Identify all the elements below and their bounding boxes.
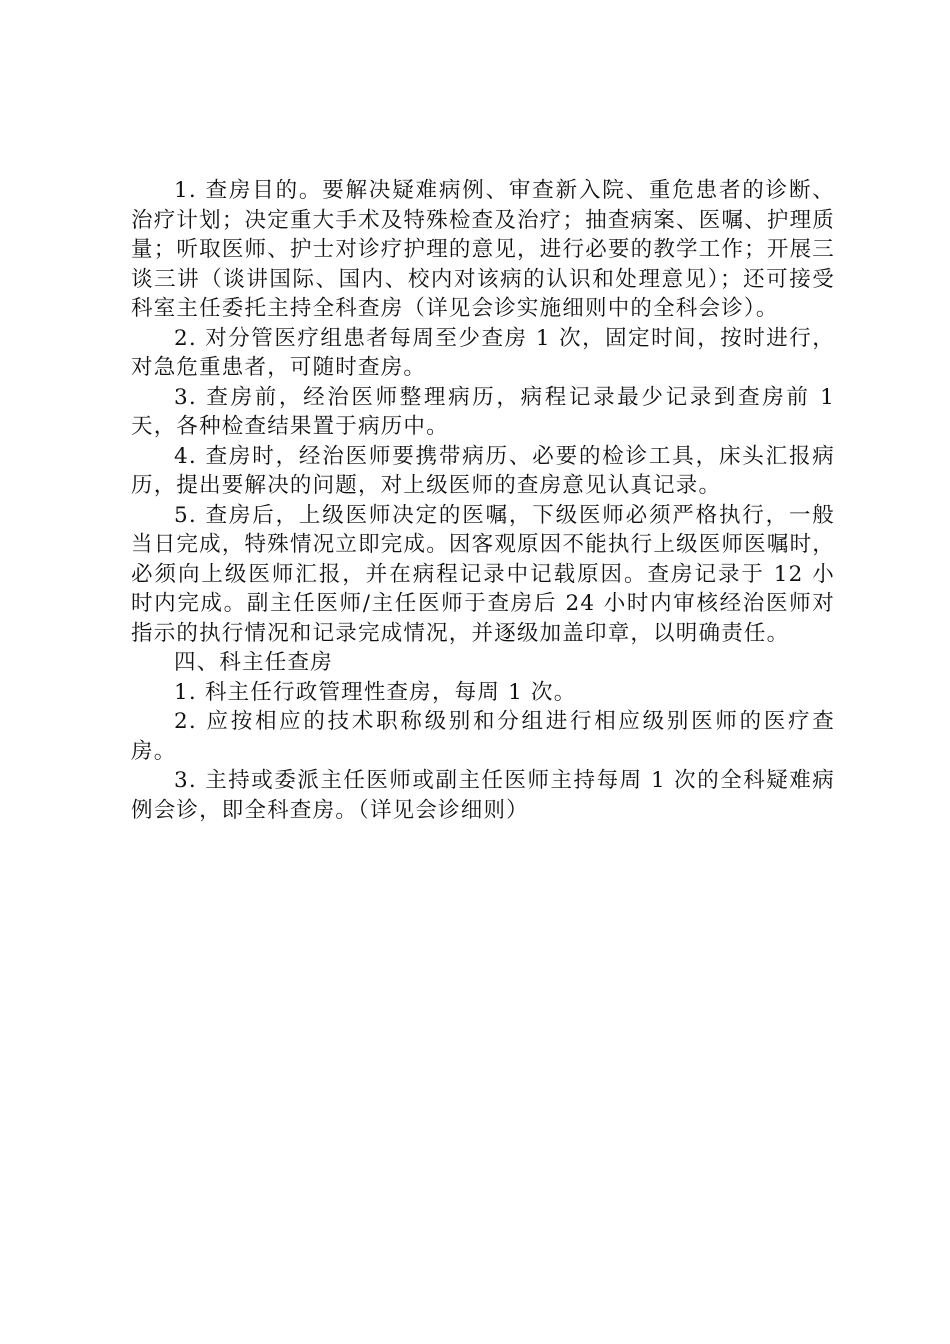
document-body: [131, 176, 835, 825]
paragraph-weekly-round: 2. 对分管医疗组患者每周至少查房 1 次，固定时间，按时进行，对急危重患者，可随时查房。: [131, 325, 835, 380]
paragraph-ward-round-purpose: 1. 查房目的。要解决疑难病例、审查新入院、重危患者的诊断、治疗计划；决定重大手术及特殊检查及治疗；抽查病案、医嘱、护理质量；听取医师、护士对诊疗护理的意见，进行必要的教学工作；开展三谈三讲（谈讲国际、国内、校内对该病的认识和处理意见）；还可接受科室主任委托主持全科查房（详见会诊实施细则中的全科会诊）。: [131, 178, 835, 321]
paragraph-director-admin-round: 1. 科主任行政管理性查房，每周 1 次。: [174, 679, 577, 705]
paragraph-director-medical-round: 2. 应按相应的技术职称级别和分组进行相应级别医师的医疗查房。: [131, 709, 835, 764]
paragraph-before-round: 3. 查房前，经治医师整理病历，病程记录最少记录到查房前 1 天，各种检查结果置于病历中。: [131, 384, 835, 439]
section-heading-director-round: 四、科主任查房: [174, 650, 333, 675]
paragraph-after-round: 5. 查房后，上级医师决定的医嘱，下级医师必须严格执行，一般当日完成，特殊情况立即完成。因客观原因不能执行上级医师医嘱时，必须向上级医师汇报，并在病程记录中记载原因。查房记录于 12 小时内完成。副主任医师/主任医师于查房后 24 小时内审核经治医师对指示的执行情况和记录完成情况，并逐级加盖印章，以明确责任。: [131, 502, 835, 646]
paragraph-department-consultation: 3. 主持或委派主任医师或副主任医师主持每周 1 次的全科疑难病例会诊，即全科查房。（详见会诊细则）: [131, 768, 835, 823]
paragraph-during-round: 4. 查房时，经治医师要携带病历、必要的检诊工具，床头汇报病历，提出要解决的问题，对上级医师的查房意见认真记录。: [131, 443, 835, 498]
